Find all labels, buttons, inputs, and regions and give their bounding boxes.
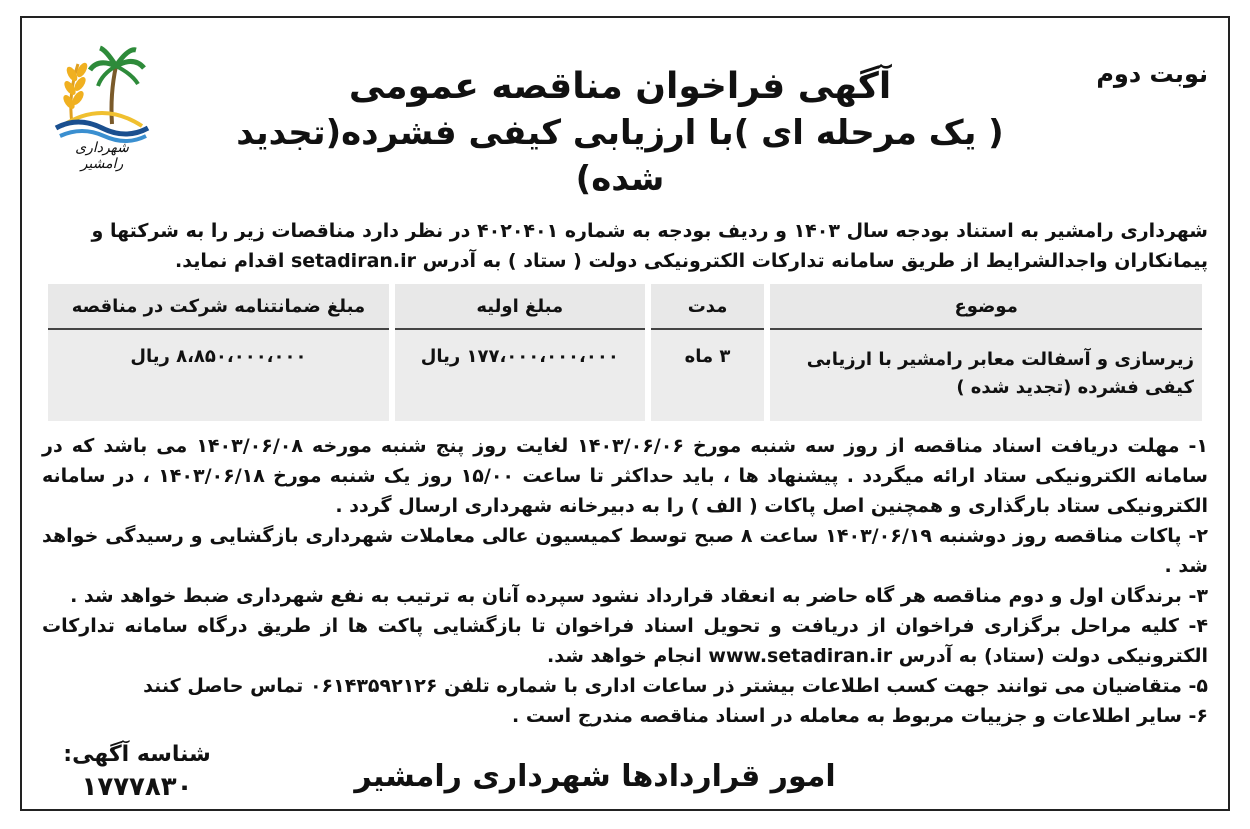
notice-header (42, 20, 1208, 199)
list-item: ۲- پاکات مناقصه روز دوشنبه ۱۴۰۳/۰۶/۱۹ ساعت ۸ صبح توسط کمیسیون عالی معاملات شهرداری بازگشایی و رسیدگی خواهد شد . (42, 525, 1209, 577)
table-header-row (48, 284, 1202, 330)
conditions-list (42, 431, 1208, 731)
palm-wave-logo-icon (42, 44, 162, 144)
ad-id-label: شناسه آگهی: (63, 742, 211, 767)
table-row (48, 330, 1202, 421)
cell-initial-amount: ۱۷۷،۰۰۰،۰۰۰،۰۰۰ ریال (395, 330, 645, 421)
municipality-logo (42, 44, 162, 172)
ad-id-value: ۱۷۷۷۸۳۰ (81, 772, 193, 802)
col-initial-amount: مبلغ اولیه (395, 284, 645, 330)
list-item: ۴- کلیه مراحل برگزاری فراخوان از دریافت و تحویل اسناد فراخوان تا بازگشایی پاکت ها از طریق درگاه سامانه تدارکات الکترونیکی دولت (ستاد) به آدرس www.setadiran.ir انجام خواهد شد. (42, 615, 1208, 667)
round-label: نوبت دوم (1096, 60, 1208, 88)
notice-subtitle: ( یک مرحله ای )با ارزیابی کیفی فشرده(تجدید شده) (236, 113, 1004, 199)
tender-table (42, 284, 1208, 421)
signature: امور قراردادها شهرداری رامشیر (354, 759, 836, 794)
notice-footer (42, 739, 1208, 829)
col-duration: مدت (651, 284, 765, 330)
list-item: ۶- سایر اطلاعات و جزییات مربوط به معامله در اسناد مناقصه مندرج است . (512, 705, 1208, 727)
list-item: ۱- مهلت دریافت اسناد مناقصه از روز سه شنبه مورخ ۱۴۰۳/۰۶/۰۶ لغایت روز پنج شنبه مورخه ۱۴۰۳/۰۶/۰۸ می باشد که در سامانه الکترونیکی ستاد ارائه میگردد . پیشنهاد ها ، باید حداکثر تا ساعت ۱۵/۰۰ روز یک شنبه مورخ ۱۴۰۳/۰۶/۱۸ ، در سامانه الکترونیکی ستاد بارگذاری و همچنین اصل پاکات ( الف ) را به دبیرخانه شهرداری ارسال گردد . (42, 435, 1209, 517)
notice-titles (212, 64, 1028, 202)
intro-paragraph (42, 216, 1208, 276)
intro-line: پیمانکاران واجدالشرایط از طریق سامانه تدارکات الکترونیکی دولت ( ستاد ) به آدرس setadiran.ir اقدام نماید. (175, 250, 1208, 272)
cell-guarantee: ۸،۸۵۰،۰۰۰،۰۰۰ ریال (48, 330, 389, 421)
list-item: ۳- برندگان اول و دوم مناقصه هر گاه حاضر به انعقاد قرارداد نشود سپرده آنان به ترتیب به نفع شهرداری ضبط خواهد شد . (70, 585, 1208, 607)
list-item: ۵- متقاضیان می توانند جهت کسب اطلاعات بیشتر ذر ساعات اداری با شماره تلفن ۰۶۱۴۳۵۹۲۱۲۶ تماس حاصل کنند (143, 675, 1208, 697)
col-guarantee: مبلغ ضمانتنامه شرکت در مناقصه (48, 284, 389, 330)
col-subject: موضوع (770, 284, 1202, 330)
intro-line: شهرداری رامشیر به استناد بودجه سال ۱۴۰۳ و ردیف بودجه به شماره ۴۰۲۰۴۰۱ در نظر دارد مناقصات زیر را به شرکتها و (91, 220, 1208, 242)
ad-id-block (42, 739, 232, 803)
logo-caption: شهرداری رامشیر (75, 140, 129, 172)
cell-subject: زیرسازی و آسفالت معابر رامشیر با ارزیابی کیفی فشرده (تجدید شده ) (770, 330, 1202, 421)
notice-title: آگهی فراخوان مناقصه عمومی (348, 66, 892, 107)
cell-duration: ۳ ماه (651, 330, 765, 421)
